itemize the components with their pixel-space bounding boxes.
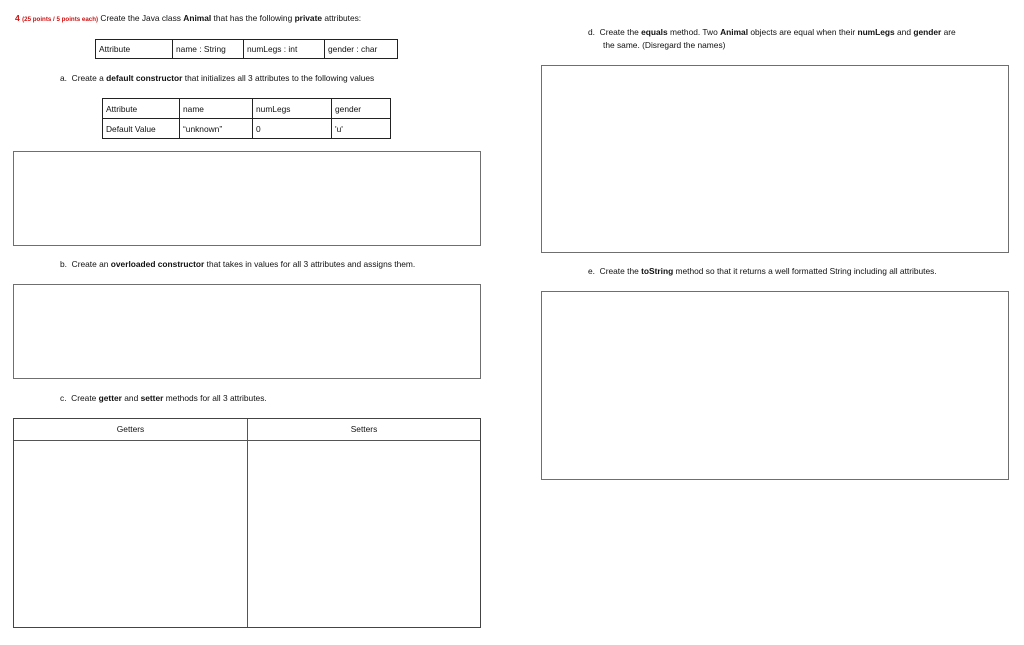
getters-header: Getters [116,424,145,434]
question-number: 4 [15,13,20,23]
table-column-divider [247,419,248,627]
part-d-line2: the same. (Disregard the names) [603,40,726,50]
part-d-prompt [588,27,956,38]
part-c-mid: and [121,393,141,403]
part-d-numlegs: numLegs [857,27,895,37]
part-d-equals: equals [641,27,668,37]
private-word: private [294,13,323,23]
part-c-setter: setter [140,393,164,403]
part-b-post: that takes in values for all 3 attributes and assigns them. [204,259,416,269]
prompt-pre: Create the Java class [100,13,184,23]
default-value-table [102,98,391,139]
part-c-pre: Create [71,393,99,403]
attr-cell-3: gender : char [325,40,398,59]
answer-box-e[interactable] [541,291,1009,480]
part-d-gender: gender [913,27,942,37]
setters-header: Setters [350,424,378,434]
prompt-mid: that has the following [211,13,295,23]
part-d-post: are [941,27,956,37]
getters-answer-area[interactable] [15,442,246,626]
default-header-3: gender [332,99,391,119]
default-header-0: Attribute [103,99,180,119]
part-e-post: method so that it returns a well formatted String including all attributes. [673,266,937,276]
setters-answer-area[interactable] [249,442,479,626]
part-e-pre: Create the [599,266,642,276]
part-d-mid1: method. Two [667,27,721,37]
part-e-letter: e. [588,266,595,276]
attribute-table [95,39,398,59]
points-label: (25 points / 5 points each) [22,16,99,23]
default-header-1: name [180,99,253,119]
part-b-pre: Create an [71,259,111,269]
part-b-letter: b. [60,259,67,269]
part-a-prompt [60,73,374,84]
prompt-post: attributes: [322,13,362,23]
attr-cell-1: name : String [173,40,244,59]
default-row-3: 'u' [332,119,391,139]
question-header [15,13,361,25]
answer-box-a[interactable] [13,151,481,246]
part-e-tostring: toString [641,266,674,276]
answer-box-b[interactable] [13,284,481,379]
part-d-mid3: and [894,27,914,37]
part-a-pre: Create a [71,73,107,83]
answer-box-d[interactable] [541,65,1009,253]
part-b-bold: overloaded constructor [110,259,205,269]
part-d-pre: Create the [599,27,642,37]
part-a-post: that initializes all 3 attributes to the following values [182,73,375,83]
part-c-getter: getter [98,393,122,403]
getters-setters-table [13,418,481,628]
default-header-2: numLegs [253,99,332,119]
part-b-prompt [60,259,415,270]
part-d-animal: Animal [720,27,749,37]
part-c-letter: c. [60,393,67,403]
part-d-mid2: objects are equal when their [748,27,858,37]
part-e-prompt [588,266,937,277]
part-c-post: methods for all 3 attributes. [163,393,267,403]
default-row-0: Default Value [103,119,180,139]
part-c-prompt [60,393,267,404]
part-d-letter: d. [588,27,595,37]
part-a-letter: a. [60,73,67,83]
class-name: Animal [183,13,212,23]
part-a-bold: default constructor [106,73,183,83]
attr-cell-2: numLegs : int [244,40,325,59]
default-row-2: 0 [253,119,332,139]
default-row-1: “unknown” [180,119,253,139]
attr-cell-0: Attribute [96,40,173,59]
